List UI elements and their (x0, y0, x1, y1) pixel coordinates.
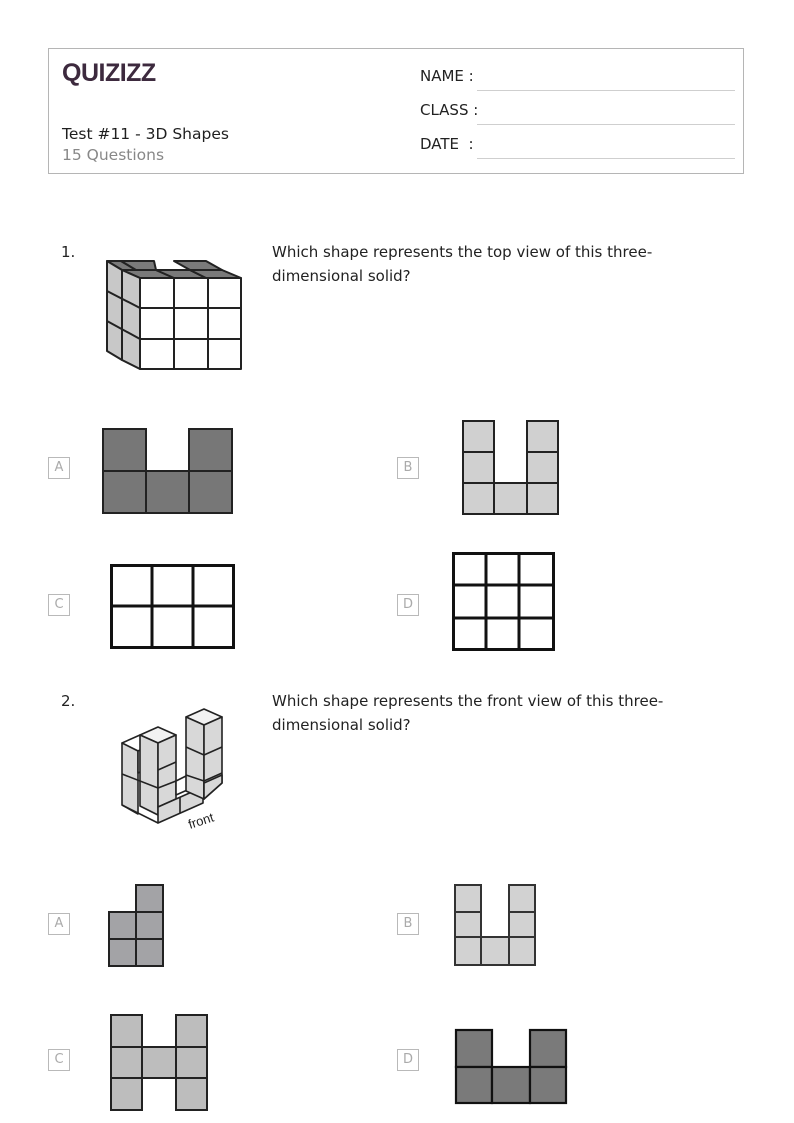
q2-option-d-shape[interactable] (455, 1029, 569, 1105)
question-1-3d-figure (104, 258, 246, 372)
date-input-line[interactable] (477, 158, 735, 159)
q2-option-a-shape[interactable] (108, 884, 166, 969)
question-count: 15 Questions (62, 146, 165, 164)
q1-option-d[interactable]: D (397, 594, 419, 616)
name-label: NAME : (420, 67, 474, 85)
q1-option-c-shape[interactable] (110, 564, 236, 649)
question-2-3d-figure (118, 703, 238, 833)
q2-option-c-shape[interactable] (110, 1014, 210, 1112)
q1-option-b[interactable]: B (397, 457, 419, 479)
date-label: DATE : (420, 135, 474, 153)
question-1-text: Which shape represents the top view of this three-dimensional solid? (272, 243, 653, 285)
question-2-text: Which shape represents the front view of this three-dimensional solid? (272, 692, 664, 734)
class-field[interactable] (420, 101, 735, 125)
name-field[interactable] (420, 67, 735, 91)
q2-option-c[interactable]: C (48, 1049, 70, 1071)
q2-option-d[interactable]: D (397, 1049, 419, 1071)
q2-option-b-shape[interactable] (454, 884, 538, 968)
q2-option-b[interactable]: B (397, 913, 419, 935)
class-input-line[interactable] (477, 124, 735, 125)
date-field[interactable] (420, 135, 735, 159)
name-input-line[interactable] (477, 90, 735, 91)
q1-option-a[interactable]: A (48, 457, 70, 479)
front-label: front (186, 809, 216, 832)
q1-option-a-shape[interactable] (102, 428, 233, 514)
question-1-number: 1. (61, 243, 76, 261)
q1-option-d-shape[interactable] (452, 552, 556, 652)
q1-option-c[interactable]: C (48, 594, 70, 616)
q1-option-b-shape[interactable] (462, 420, 560, 516)
worksheet-title: Test #11 - 3D Shapes (62, 125, 229, 143)
question-2-number: 2. (61, 692, 76, 710)
worksheet-header (48, 48, 744, 174)
class-label: CLASS : (420, 101, 479, 119)
quizizz-logo: QUIZIZZ (62, 59, 156, 87)
q2-option-a[interactable]: A (48, 913, 70, 935)
